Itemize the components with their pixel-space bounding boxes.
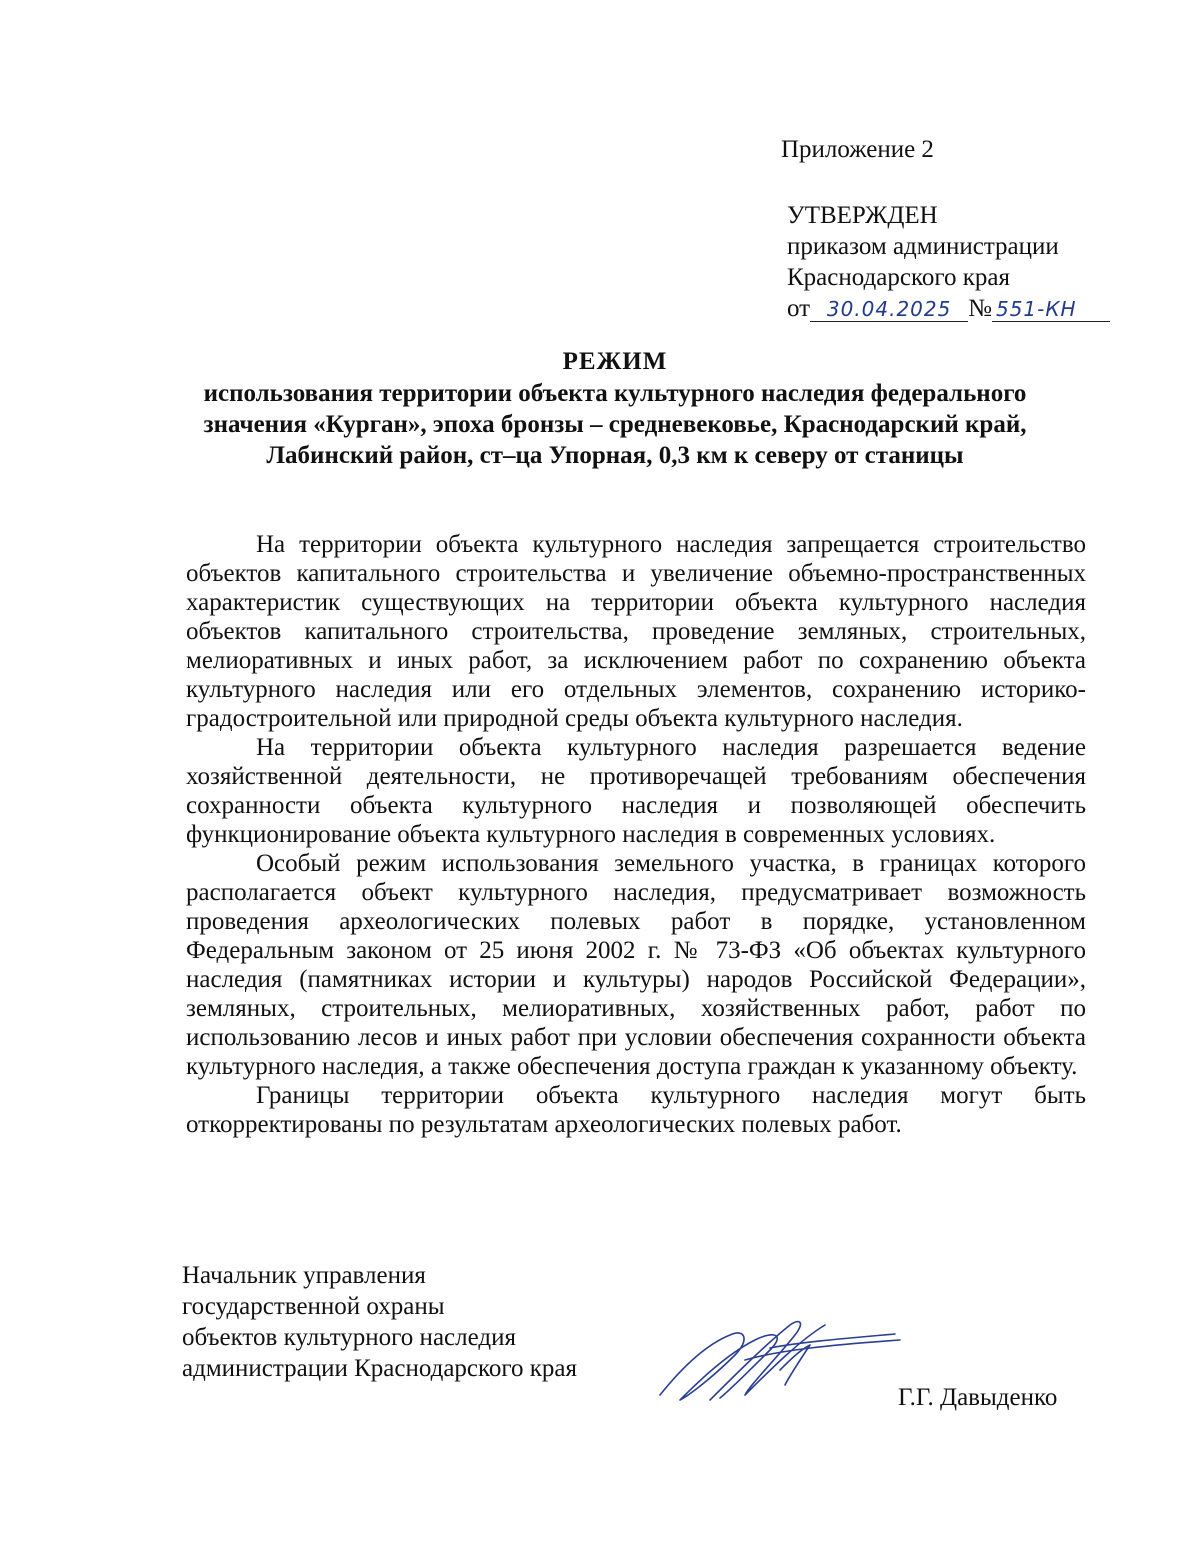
date-prefix: от <box>787 295 811 322</box>
document-subtitle-line-1: использования территории объекта культурного наследия федерального <box>203 380 1027 407</box>
body-paragraph-4: Границы территории объекта культурного наследия могут быть откорректированы по результатам археологических полевых работ. <box>186 1082 1086 1138</box>
body-paragraph-2: На территории объекта культурного наследия разрешается ведение хозяйственной деятельности, не противоречащей требованиям обеспечения сохранности объекта культурного наследия и позволяющей обеспечить функционирование объекта культурного наследия в современных условиях. <box>186 734 1086 848</box>
document-subtitle-line-3: Лабинский район, ст–ца Упорная, 0,3 км к северу от станицы <box>266 442 964 469</box>
handwritten-date: 30.04.2025 <box>810 297 968 322</box>
approval-details <box>787 200 1110 324</box>
handwritten-order-number: 551-КН <box>992 297 1110 322</box>
approved-label: УТВЕРЖДЕН <box>787 202 938 229</box>
approval-date-number-line <box>787 293 1110 324</box>
document-title: РЕЖИМ <box>562 348 668 375</box>
signatory-name: Г.Г. Давыденко <box>898 1384 1058 1411</box>
number-prefix: № <box>968 295 992 322</box>
signatory-position <box>182 1260 577 1384</box>
body-paragraph-1: На территории объекта культурного наследия запрещается строительство объектов капитального строительства и увеличение объемно-пространственных характеристик существующих на территории объекта культурного наследия объектов капитального строительства, проведение земляных, строительных, мелиоративных и иных работ, за исключением работ по сохранению объекта культурного наследия или его отдельных элементов, сохранению историко-градостроительной или природной среды объекта культурного наследия. <box>186 531 1086 732</box>
handwritten-signature-image <box>650 1300 910 1420</box>
approval-order-line-2: Краснодарского края <box>787 264 1010 291</box>
signatory-position-line-2: государственной охраны <box>182 1293 445 1320</box>
appendix-label: Приложение 2 <box>781 136 934 163</box>
body-paragraph-3: Особый режим использования земельного участка, в границах которого располагается объект культурного наследия, предусматривает возможность проведения археологических полевых работ в порядке, установленном Федеральным законом от 25 июня 2002 г. № 73-ФЗ «Об объектах культурного наследия (памятниках истории и культуры) народов Российской Федерации», земляных, строительных, мелиоративных, хозяйственных работ, работ по использованию лесов и иных работ при условии обеспечения сохранности объекта культурного наследия, а также обеспечения доступа граждан к указанному объекту. <box>186 850 1086 1080</box>
document-title-block <box>150 346 1080 471</box>
document-body <box>186 530 1086 1139</box>
document-subtitle-line-2: значения «Курган», эпоха бронзы – средневековье, Краснодарский край, <box>203 411 1027 438</box>
signatory-position-line-4: администрации Краснодарского края <box>182 1355 578 1382</box>
approval-order-line-1: приказом администрации <box>787 233 1059 260</box>
signatory-position-line-3: объектов культурного наследия <box>182 1324 516 1351</box>
signatory-position-line-1: Начальник управления <box>182 1262 426 1289</box>
